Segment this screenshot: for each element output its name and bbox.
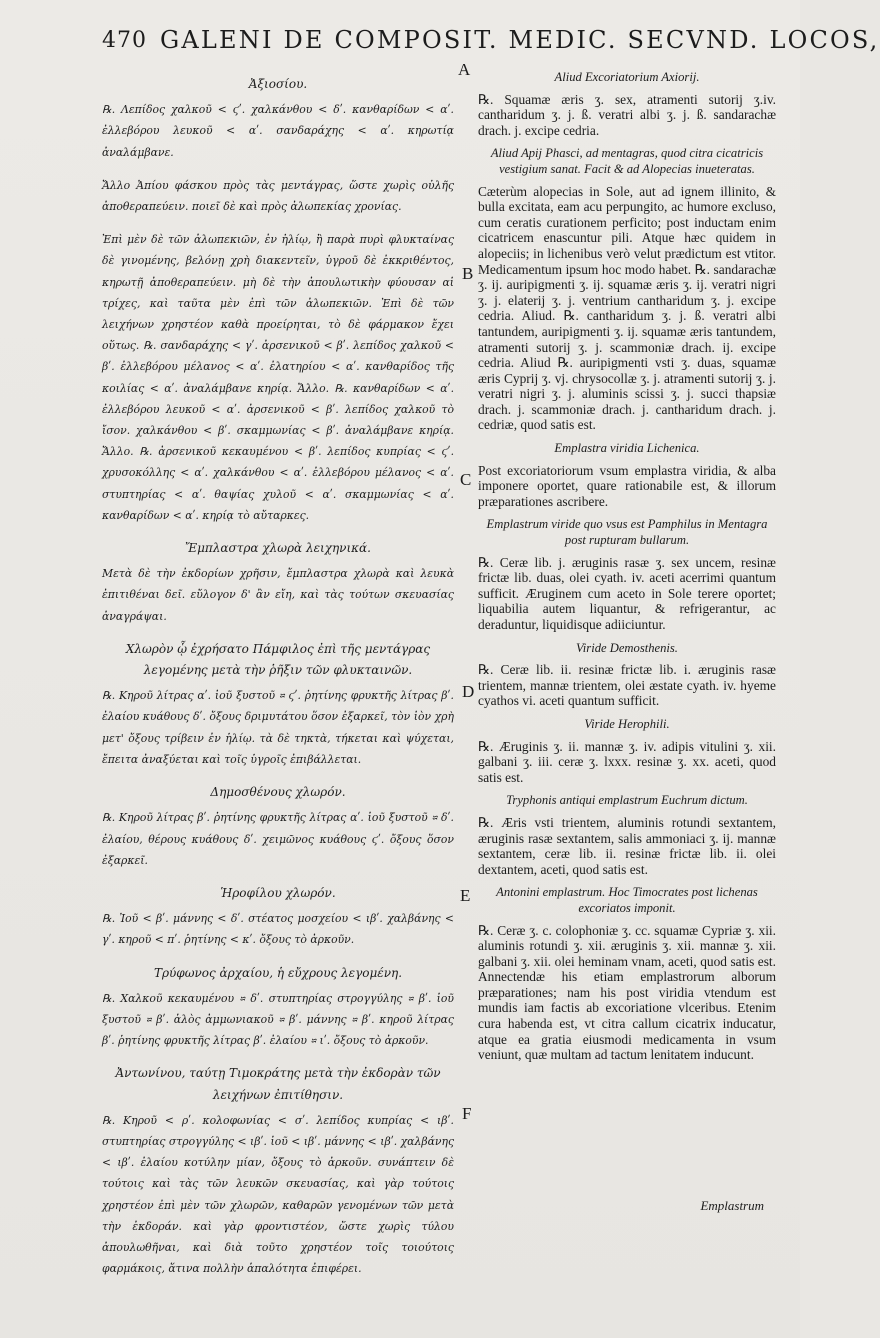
section-heading: Ἔμπλαστρα χλωρὰ λειχηνικά.	[185, 541, 371, 556]
recipe-paragraph: Cæterùm alopecias in Sole, aut ad ignem illinito, & bulla excitata, eam acu perpungito, ac humore excluso, cum ceratis curationem perficito; post inductam enim cicatricem enascuntur pili. Atque hæc quidem in alopeciis; in lichenibus verò velut prædictum est vtitor. Medicamentum ipsum hoc modo habet. ℞. sandarachæ ʒ. ij. auripigmenti ʒ. ij. squamæ æris ʒ. ij. veratri nigri ʒ. j. elaterij ʒ. j. ventrium cantharidum ʒ. j. excipe cedria. Aliud. ℞. cantharidum ʒ. j. ß. veratri albi tantundem, auripigmenti ʒ. ij. squamæ æris tantundem, atramenti sutorij ʒ. j. scammoniæ drach. ij. excipe cedria. Aliud ℞. auripigmenti vsti ʒ. duas, squamæ æris Cyprij ʒ. vj. chrysocollæ ʒ. j. atramenti sutorij ʒ. j. veratri nigri ʒ. j. aluminis scissi ʒ. j. succi thapsiæ drach. j. scammoniæ drach. j. cantharidum drach. j. cedriæ, quod satis est.	[478, 183, 776, 433]
recipe-paragraph: Post excoriatoriorum vsum emplastra viridia, & alba imponere oportet, quare rationabile est, & illorum præparationes ascribere.	[478, 462, 776, 509]
recipe-paragraph: ℞. Λεπίδος χαλκοῦ < ϛʹ. χαλκάνθου < δʹ. κανθαρίδων < αʹ. ἐλλεβόρου λευκοῦ < αʹ. σανδαράχης < αʹ. κηρωτίᾳ ἀναλάμβανε.	[102, 103, 454, 159]
section-heading: Tryphonis antiqui emplastrum Euchrum dictum.	[506, 793, 748, 808]
recipe-paragraph: ℞. Ceræ ʒ. c. colophoniæ ʒ. cc. squamæ Cypriæ ʒ. xii. aluminis rotundi ʒ. xii. æruginis ʒ. xii. mannæ ʒ. xii. galbani ʒ. xii. olei heminam vnam, aceti, quod satis est. Annectendæ his etiam emplastrorum alborum præparationes; nam his post viridia vtendum est mundis iam factis ab excoriatione vlceribus. Etenim cura habenda est, vt citra callum cicatrix inducatur, atque ea gratia eiusmodi medicamenta in vsum veniunt, quæ multam ad tactum lenitatem inducunt.	[478, 922, 776, 1063]
recipe-paragraph: Μετὰ δὲ τὴν ἐκδορίων χρῆσιν, ἔμπλαστρα χλωρὰ καὶ λευκὰ ἐπιτιθέναι δεῖ. εὔλογον δ' ἂν εἴη, καὶ τὰς τούτων σκευασίας ἀναγράψαι.	[102, 567, 454, 623]
margin-marker: E	[460, 886, 471, 905]
greek-column	[102, 74, 454, 1291]
section-heading: Aliud Apij Phasci, ad mentagras, quod citra cicatricis vestigium sanat. Facit & ad Alopecias inueteratas.	[490, 146, 764, 176]
page-number: 470	[102, 28, 147, 53]
recipe-paragraph: ℞. Ceræ lib. ii. resinæ frictæ lib. i. æruginis rasæ trientem, mannæ trientem, olei æstate cyath. iv. hyeme cyathos vi. aceti quantum sufficit.	[478, 662, 776, 709]
recipe-paragraph: Ἐπὶ μὲν δὲ τῶν ἀλωπεκιῶν, ἐν ἡλίῳ, ἢ παρὰ πυρὶ φλυκταίνας δὲ γινομένης, βελόνῃ χρὴ διακεντεῖν, ὑγροῦ δὲ ἐκκριθέντος, κηρωτῇ ἀποθεραπεύειν. μὴ δὲ τὴν ἀπουλωτικὴν φύουσαν αἱ τρίχες, καὶ ταῦτα μὲν ἐπὶ τῶν ἀλωπεκιῶν. Ἐπὶ δὲ τῶν λειχήνων χρηστέον καθὰ προείρηται, τὸ δὲ φάρμακον ἔχει οὕτως. ℞. σανδαράχης < γʹ. ἀρσενικοῦ < βʹ. λεπίδος χαλκοῦ < βʹ. ἐλλεβόρου μέλανος < αʹ. ἐλατηρίου < αʹ. κανθαρίδος τῆς κοιλίας < αʹ. ἀναλάμβανε κηρίᾳ. Ἄλλο. ℞. κανθαρίδων < αʹ. ἐλλεβόρου λευκοῦ < αʹ. ἀρσενικοῦ < βʹ. λεπίδος χαλκοῦ τὸ ἴσον. χαλκάνθου < βʹ. σκαμμωνίας < βʹ. ἀναλάμβανε κηρίᾳ. Ἄλλο. ℞. ἀρσενικοῦ κεκαυμένου < βʹ. λεπίδος κυπρίας < ϛʹ. χρυσοκόλλης < αʹ. χαλκάνθου < αʹ. ἐλλεβόρου μέλανος < αʹ. στυπτηρίας < αʹ. θαψίας χυλοῦ < αʹ. σκαμμωνίας < αʹ. κανθαρίδων < αʹ. κηρίᾳ τὸ αὔταρκες.	[102, 233, 454, 522]
latin-column	[478, 66, 776, 1071]
running-title: GALENI DE COMPOSIT. MEDIC. SECVND. LOCOS,	[160, 26, 880, 54]
margin-marker: C	[460, 470, 472, 489]
recipe-paragraph: ℞. Χαλκοῦ κεκαυμένου 𐅽 δʹ. στυπτηρίας στρογγύλης 𐅽 βʹ. ἰοῦ ξυστοῦ 𐅽 βʹ. ἁλὸς ἀμμωνιακοῦ 𐅽 βʹ. μάννης 𐅽 βʹ. κηροῦ λίτρας βʹ. ῥητίνης φρυκτῆς λίτρας βʹ. ἐλαίου 𐅽 ιʹ. ὄξους τὸ ἀρκοῦν.	[102, 991, 454, 1048]
recipe-paragraph: ℞. Ἰοῦ < βʹ. μάννης < δʹ. στέατος μοσχείου < ιβʹ. χαλβάνης < γʹ. κηροῦ < πʹ. ῥητίνης < κʹ. ὄξους τὸ ἀρκοῦν.	[102, 912, 454, 947]
recipe-paragraph: ℞. Ceræ lib. j. æruginis rasæ ʒ. sex uncem, resinæ frictæ lib. duas, olei cyath. iv. aceti acerrimi quantum sufficit. Æruginem cum aceto in Sole terere oportet; liquabilia autem liquantur, & refrigerantur, ac deraduntur, liquidisque adiiciuntur.	[478, 554, 776, 632]
recipe-paragraph: ℞. Κηροῦ λίτρας βʹ. ῥητίνης φρυκτῆς λίτρας αʹ. ἰοῦ ξυστοῦ 𐅽 δʹ. ἐλαίου, θέρους κυάθους δʹ. χειμῶνος κυάθους ϛʹ. ὄξους ὅσον ἐξαρκεῖ.	[102, 811, 454, 867]
section-heading: Viride Herophili.	[584, 716, 670, 731]
section-heading: Ἀντωνίνου, ταύτῃ Τιμοκράτης μετὰ τὴν ἐκδορὰν τῶν λειχήνων ἐπιτίθησιν.	[115, 1066, 441, 1102]
margin-marker: D	[462, 682, 475, 701]
page-header	[0, 26, 880, 66]
catchword: Emplastrum	[700, 1198, 764, 1213]
margin-marker: B	[462, 264, 474, 283]
section-heading: Τρύφωνος ἀρχαίου, ἡ εὔχρους λεγομένη.	[153, 965, 403, 980]
recipe-paragraph: ℞. Æruginis ʒ. ii. mannæ ʒ. iv. adipis vitulini ʒ. xii. galbani ʒ. iii. ceræ ʒ. lxxx. resinæ ʒ. xx. aceti, quod satis est.	[478, 738, 776, 785]
section-heading: Ἀξιοσίου.	[248, 77, 308, 91]
section-heading: Δημοσθένους χλωρόν.	[210, 785, 346, 800]
margin-marker: A	[458, 60, 471, 79]
recipe-paragraph: ℞. Κηροῦ λίτρας αʹ. ἰοῦ ξυστοῦ 𐅽 ϛʹ. ῥητίνης φρυκτῆς λίτρας βʹ. ἐλαίου κυάθους δʹ. ὄξους δριμυτάτου ὅσον ἐξαρκεῖ, τὸν ἰὸν χρὴ μετ' ὄξους τρίβειν ἐν ἡλίῳ. τὰ δὲ τηκτὰ, τήκεται καὶ ψύχεται, ἔπειτα ἀναξύεται καὶ τοῖς ὑγροῖς ἐπιβάλλεται.	[102, 689, 454, 766]
section-heading: Antonini emplastrum. Hoc Timocrates post lichenas excoriatos imponit.	[496, 885, 758, 915]
section-heading: Χλωρὸν ᾧ ἐχρήσατο Πάμφιλος ἐπὶ τῆς μεντάγρας λεγομένης μετὰ τὴν ῥῆξιν τῶν φλυκταινῶν.	[125, 641, 431, 678]
recipe-paragraph: ℞. Κηροῦ < ρʹ. κολοφωνίας < σʹ. λεπίδος κυπρίας < ιβʹ. στυπτηρίας στρογγύλης < ιβʹ. ἰοῦ < ιβʹ. μάννης < ιβʹ. χαλβάνης < ιβʹ. ἐλαίου κοτύλην μίαν, ὄξους τὸ ἀρκοῦν. συνάπτειν δὲ τούτοις καὶ τὰς τῶν λευκῶν σκευασίας, καὶ γὰρ τούτοις χρηστέον ἐπὶ μὲν τῶν χλωρῶν, καθαρῶν γενομένων τῶν μετὰ τὴν ἐκδοράν. καὶ γὰρ φροντιστέον, ὥστε χωρὶς τύλου ἀπουλωθῆναι, καὶ διὰ τοῦτο χρηστέον τοῖς τοιούτοις φαρμάκοις, ἅτινα πολλὴν ἁπαλότητα ἐπιφέρει.	[102, 1113, 454, 1276]
recipe-paragraph: ℞. Squamæ æris ʒ. sex, atramenti sutorij ʒ.iv. cantharidum ʒ. j. ß. veratri albi ʒ. j. ß. sandarachæ drach. j. excipe cedria.	[478, 91, 776, 138]
recipe-paragraph: ℞. Æris vsti trientem, aluminis rotundi sextantem, æruginis rasæ sextantem, salis ammoniaci ʒ. ij. mannæ sextantem, ceræ lib. ii. resinæ frictæ lib. ii. olei dextantem, aceti, quod satis est.	[478, 814, 776, 877]
section-heading: Emplastrum viride quo vsus est Pamphilus in Mentagra post rupturam bullarum.	[486, 517, 768, 548]
section-heading: Aliud Excoriatorium Axiorij.	[554, 70, 700, 84]
margin-marker: F	[462, 1104, 472, 1123]
section-heading: Emplastra viridia Lichenica.	[554, 441, 700, 456]
section-heading: Viride Demosthenis.	[576, 640, 678, 655]
recipe-paragraph: Ἄλλο Ἀπίου φάσκου πρὸς τὰς μεντάγρας, ὥστε χωρὶς οὐλῆς ἀποθεραπεύειν. ποιεῖ δὲ καὶ πρὸς ἀλωπεκίας χρονίας.	[102, 178, 454, 214]
section-heading: Ἡροφίλου χλωρόν.	[220, 885, 336, 900]
